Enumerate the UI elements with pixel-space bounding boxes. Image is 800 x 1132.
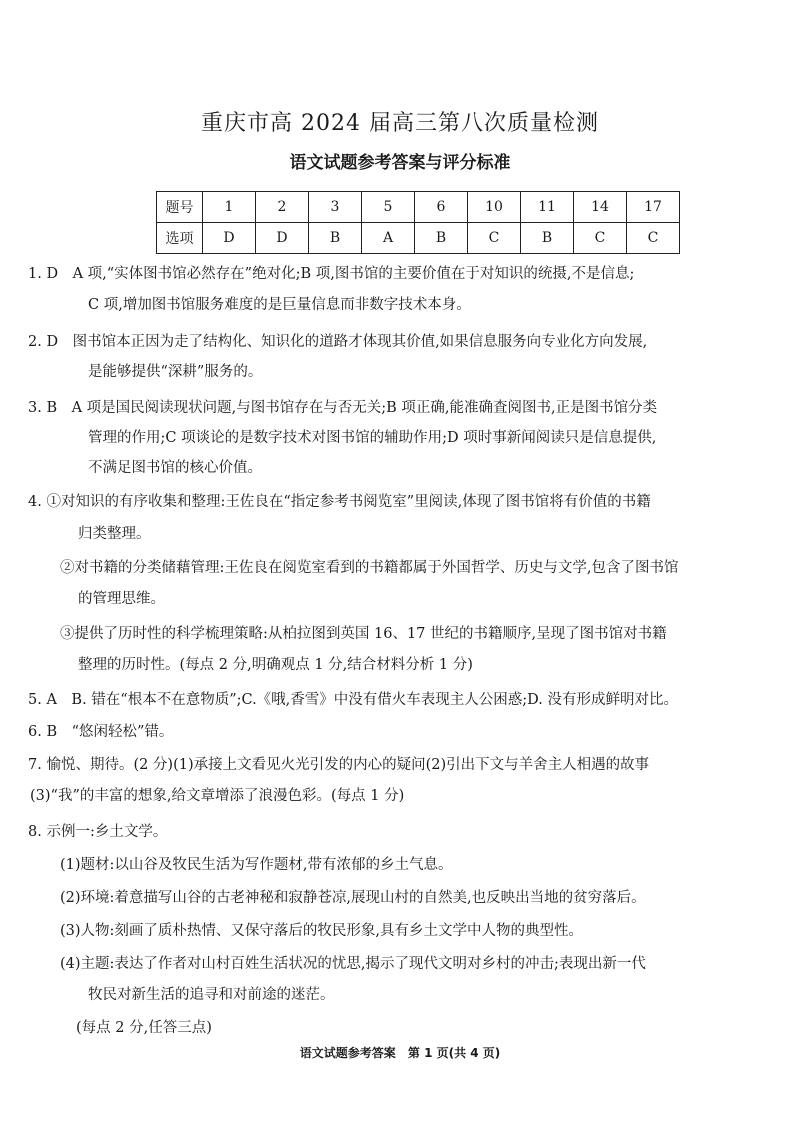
- answer-line: (2)环境:着意描写山谷的古老神秘和寂静苍凉,展现山村的自然美,也反映出当地的贫穷落后。: [60, 890, 646, 906]
- answer-cell: B: [309, 223, 362, 254]
- answer-table-header-row: [157, 192, 680, 223]
- question-number-cell: 17: [627, 192, 680, 223]
- answer-cell: D: [203, 223, 256, 254]
- answer-line: (3)“我”的丰富的想象,给文章增添了浪漫色彩。(每点 1 分): [30, 788, 405, 804]
- option-label: 选项: [157, 223, 203, 254]
- answer-line: 管理的作用;C 项谈论的是数字技术对图书馆的辅助作用;D 项时事新闻阅读只是信息提供,: [88, 430, 657, 446]
- answer-line: 5. A B. 错在“根本不在意物质”;C.《哦,香雪》中没有借火车表现主人公困惑;D. 没有形成鲜明对比。: [28, 692, 679, 708]
- answer-line: 4. ①对知识的有序收集和整理:王佐良在“指定参考书阅览室”里阅读,体现了图书馆将有价值的书籍: [28, 494, 651, 510]
- question-number-cell: 5: [362, 192, 415, 223]
- question-number-cell: 10: [468, 192, 521, 223]
- answer-line: 牧民对新生活的追寻和对前途的迷茫。: [88, 987, 335, 1003]
- answer-line: 整理的历时性。(每点 2 分,明确观点 1 分,结合材料分析 1 分): [78, 657, 473, 673]
- answer-line: 的管理思维。: [78, 591, 165, 607]
- answer-line: 归类整理。: [78, 526, 151, 542]
- answer-line: 7. 愉悦、期待。(2 分)(1)承接上文看见火光引发的内心的疑问(2)引出下文与羊舍主人相遇的故事: [28, 757, 650, 773]
- answer-cell: B: [521, 223, 574, 254]
- answer-table: [156, 191, 680, 254]
- question-number-cell: 1: [203, 192, 256, 223]
- answer-cell: C: [468, 223, 521, 254]
- page-footer: [0, 1044, 800, 1061]
- answer-table-option-row: [157, 223, 680, 254]
- answer-line: 是能够提供“深耕”服务的。: [88, 364, 263, 380]
- question-number-cell: 2: [256, 192, 309, 223]
- answer-line: 1. D A 项,“实体图书馆必然存在”绝对化;B 项,图书馆的主要价值在于对知识的统摄,不是信息;: [28, 266, 635, 282]
- answer-line: 3. B A 项是国民阅读现状问题,与图书馆存在与否无关;B 项正确,能准确査阅图书,正是图书馆分类: [28, 400, 658, 416]
- question-number-cell: 6: [415, 192, 468, 223]
- footer-doc-name: 语文试题参考答案: [299, 1046, 396, 1060]
- answer-line: (1)题材:以山谷及牧民生活为写作题材,带有浓郁的乡土气息。: [60, 857, 453, 873]
- answer-line: ②对书籍的分类储藉管理:王佐良在阅览室看到的书籍都属于外国哲学、历史与文学,包含了图书馆: [60, 560, 679, 576]
- answer-cell: D: [256, 223, 309, 254]
- answer-cell: B: [415, 223, 468, 254]
- question-number-cell: 14: [574, 192, 627, 223]
- answer-cell: C: [574, 223, 627, 254]
- exam-title: 重庆市高 2024 届高三第八次质量检测: [201, 111, 599, 136]
- answer-line: 不满足图书馆的核心价值。: [88, 460, 262, 476]
- footer-page-info: 第 1 页(共 4 页): [407, 1046, 501, 1060]
- answer-line: ③提供了历时性的科学梳理策略:从柏拉图到英国 16、17 世纪的书籍顺序,呈现了图书馆对书籍: [60, 626, 667, 642]
- answer-cell: C: [627, 223, 680, 254]
- question-number-cell: 3: [309, 192, 362, 223]
- answer-line: C 项,增加图书馆服务难度的是巨量信息而非数字技术本身。: [88, 297, 471, 313]
- answer-line: 2. D 图书馆本正因为走了结构化、知识化的道路才体现其价值,如果信息服务向专业化方向发展,: [28, 334, 648, 350]
- answer-line: 6. B “悠闲轻松”错。: [28, 724, 174, 740]
- answer-line: (每点 2 分,任答三点): [76, 1020, 212, 1036]
- exam-subtitle: 语文试题参考答案与评分标准: [289, 153, 511, 173]
- answer-line: 8. 示例一:乡土文学。: [28, 824, 168, 840]
- question-number-cell: 11: [521, 192, 574, 223]
- question-number-label: 题号: [157, 192, 203, 223]
- answer-cell: A: [362, 223, 415, 254]
- answer-line: (3)人物:刻画了质朴热情、又保守落后的牧民形象,具有乡土文学中人物的典型性。: [60, 923, 584, 939]
- answer-line: (4)主题:表达了作者对山村百姓生活状况的忧思,揭示了现代文明对乡村的冲击;表现出新一代: [60, 956, 646, 972]
